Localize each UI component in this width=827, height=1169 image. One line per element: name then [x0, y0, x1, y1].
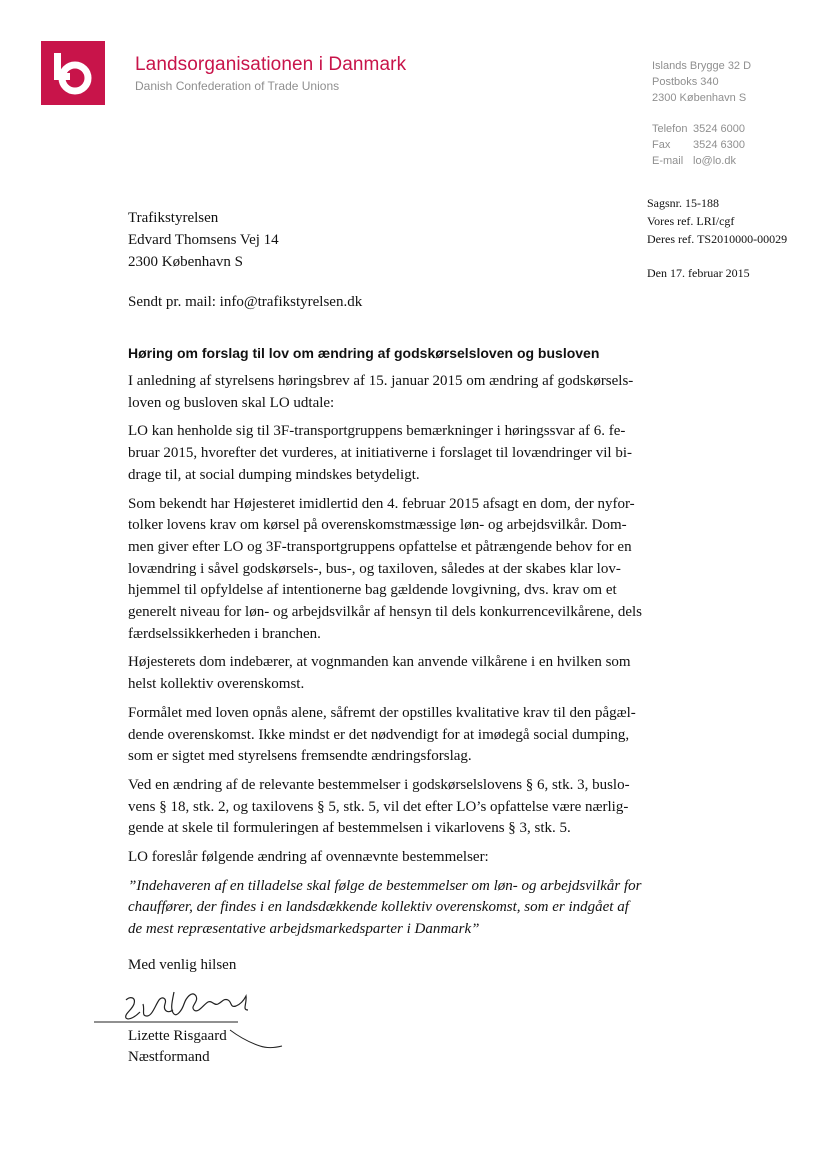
recipient-address — [128, 207, 279, 273]
paragraph — [128, 847, 698, 869]
email-value: lo@lo.dk — [693, 155, 736, 167]
text-line: LO foreslår følgende ændring af ovennævnte bestemmelser: — [128, 849, 489, 866]
postal-address — [652, 58, 751, 106]
paragraph — [128, 371, 698, 414]
your-reference: Deres ref. TS2010000-00029 — [647, 232, 788, 246]
address-line: Postboks 340 — [652, 76, 719, 88]
text-line: gende at skele til formuleringen af bestemmelsen i vikarlovens § 3, stk. 5. — [128, 820, 571, 837]
text-line: Højesterets dom indebærer, at vognmanden kan anvende vilkårene i en hvilken som — [128, 654, 631, 671]
phone-value: 3524 6000 — [693, 123, 745, 135]
address-line: Islands Brygge 32 D — [652, 60, 752, 72]
text-line: de mest repræsentative arbejdsmarkedsparter i Danmark” — [128, 921, 480, 938]
organization-name: Landsorganisationen i Danmark — [135, 54, 407, 75]
contact-info — [652, 121, 745, 169]
letter-subject: Høring om forslag til lov om ændring af godskørselsloven og busloven — [128, 345, 600, 361]
reference-block — [647, 194, 787, 248]
signer-title: Næstformand — [128, 1049, 210, 1065]
text-line: færdselssikkerheden i branchen. — [128, 625, 321, 642]
email-label: E-mail — [652, 155, 684, 167]
lo-logo-icon — [41, 41, 105, 105]
paragraph — [128, 421, 698, 486]
case-number: Sagsnr. 15-188 — [647, 196, 719, 210]
signer-block — [128, 1026, 227, 1068]
text-line: lovændring i såvel godskørsels-, bus-, og taxiloven, således at der skabes klar lov- — [128, 560, 621, 577]
text-line: dende overenskomst. Ikke mindst er det nødvendigt for at imødegå social dumping, — [128, 726, 630, 743]
our-reference: Vores ref. LRI/cgf — [647, 214, 735, 228]
closing-greeting: Med venlig hilsen — [128, 957, 237, 973]
text-line: generelt niveau for løn- og arbejdsvilkår af hensyn til dels konkurrencevilkårene, dels — [128, 604, 642, 621]
letter-date: Den 17. februar 2015 — [647, 266, 750, 280]
text-line: som er sigtet med styrelsens fremsendte ændringsforslag. — [128, 748, 472, 765]
sent-by-mail: Sendt pr. mail: info@trafikstyrelsen.dk — [128, 294, 363, 310]
fax-line — [652, 137, 745, 153]
signer-name: Lizette Risgaard — [128, 1028, 227, 1044]
paragraph — [128, 775, 698, 840]
text-line: men giver efter LO og 3F-transportgruppens opfattelse et påtrængende behov for en — [128, 538, 632, 555]
phone-label: Telefon — [652, 123, 688, 135]
recipient-line: 2300 København S — [128, 254, 243, 270]
text-line: ”Indehaveren af en tilladelse skal følge de bestemmelser om løn- og arbejdsvilkår for — [128, 877, 642, 894]
paragraph — [128, 652, 698, 695]
text-line: I anledning af styrelsens høringsbrev af 15. januar 2015 om ændring af godskørsels- — [128, 373, 634, 389]
text-line: chauffører, der findes i en landsdækkende kollektiv overenskomst, som er indgået af — [128, 899, 629, 916]
text-line: vens § 18, stk. 2, og taxilovens § 5, stk. 5, vil det efter LO’s opfattelse være nærlig- — [128, 798, 629, 815]
proposed-wording-quote — [128, 876, 698, 941]
text-line: bruar 2015, hvorefter det vurderes, at initiativerne i forslaget til lovændringer vil bi- — [128, 445, 633, 462]
organization-subtitle: Danish Confederation of Trade Unions — [135, 79, 340, 93]
text-line: hjemmel til opfyldelse af intentionerne bag gældende lovgivning, dvs. krav om et — [128, 582, 617, 599]
text-line: drage til, at social dumping mindskes betydeligt. — [128, 466, 420, 483]
text-line: Som bekendt har Højesteret imidlertid den 4. februar 2015 afsagt en dom, der nyfor- — [128, 495, 635, 512]
paragraph — [128, 494, 698, 646]
text-line: helst kollektiv overenskomst. — [128, 676, 305, 693]
text-line: loven og busloven skal LO udtale: — [128, 394, 335, 411]
recipient-line: Trafikstyrelsen — [128, 210, 219, 226]
letter-body — [128, 371, 698, 948]
text-line: LO kan henholde sig til 3F-transportgruppens bemærkninger i høringssvar af 6. fe- — [128, 423, 626, 440]
text-line: tolker lovens krav om kørsel på overenskomstmæssige løn- og arbejdsvilkår. Dom- — [128, 517, 627, 534]
text-line: Formålet med loven opnås alene, såfremt der opstilles kvalitative krav til den pågæl- — [128, 704, 636, 721]
fax-value: 3524 6300 — [693, 139, 745, 151]
text-line: Ved en ændring af de relevante bestemmelser i godskørselslovens § 6, stk. 3, buslo- — [128, 776, 630, 793]
phone-line — [652, 121, 745, 137]
fax-label: Fax — [652, 139, 671, 151]
email-line — [652, 153, 745, 169]
recipient-line: Edvard Thomsens Vej 14 — [128, 232, 279, 248]
paragraph — [128, 703, 698, 768]
address-line: 2300 København S — [652, 92, 747, 104]
